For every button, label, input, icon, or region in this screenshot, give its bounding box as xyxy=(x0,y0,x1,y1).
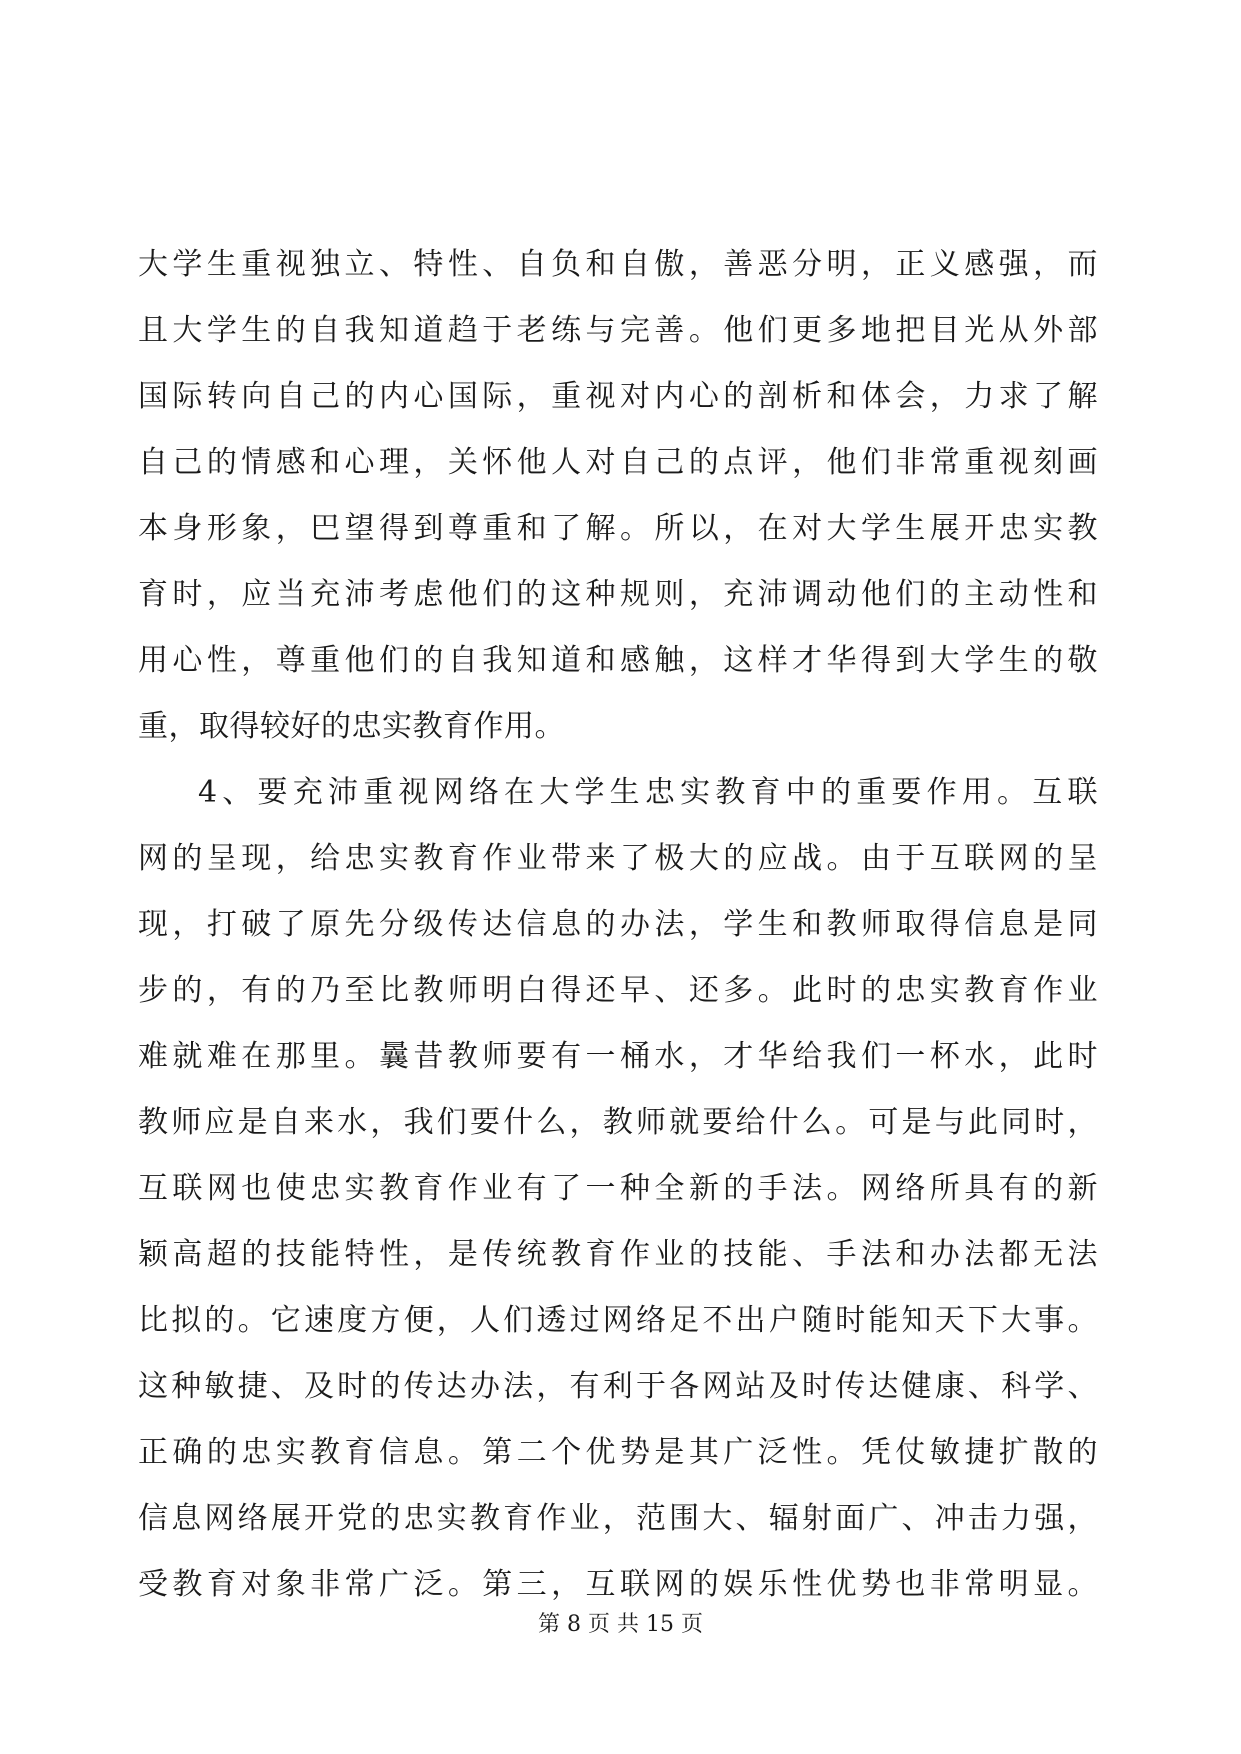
paragraph-1-line: 本身形象，巴望得到尊重和了解。所以，在对大学生展开忠实教 xyxy=(138,511,1098,546)
paragraph-2-line: 教师应是自来水，我们要什么，教师就要给什么。可是与此同时， xyxy=(138,1105,1098,1140)
paragraph-1-line: 育时，应当充沛考虑他们的这种规则，充沛调动他们的主动性和 xyxy=(138,577,1098,612)
paragraph-1-line: 大学生重视独立、特性、自负和自傲，善恶分明，正义感强，而 xyxy=(138,247,1098,282)
paragraph-1-line: 自己的情感和心理，关怀他人对自己的点评，他们非常重视刻画 xyxy=(138,445,1098,480)
paragraph-2-line: 信息网络展开党的忠实教育作业，范围大、辐射面广、冲击力强， xyxy=(138,1501,1098,1536)
paragraph-2-line: 现，打破了原先分级传达信息的办法，学生和教师取得信息是同 xyxy=(138,907,1098,942)
paragraph-2-line: 网的呈现，给忠实教育作业带来了极大的应战。由于互联网的呈 xyxy=(138,841,1098,876)
paragraph-1-line: 重，取得较好的忠实教育作用。 xyxy=(138,709,565,744)
paragraph-2-line: 正确的忠实教育信息。第二个优势是其广泛性。凭仗敏捷扩散的 xyxy=(138,1435,1098,1470)
paragraph-2-line: 颖高超的技能特性，是传统教育作业的技能、手法和办法都无法 xyxy=(138,1237,1098,1272)
paragraph-1-line: 用心性，尊重他们的自我知道和感触，这样才华得到大学生的敬 xyxy=(138,643,1098,678)
paragraph-1-line: 且大学生的自我知道趋于老练与完善。他们更多地把目光从外部 xyxy=(138,313,1098,348)
paragraph-2-line: 互联网也使忠实教育作业有了一种全新的手法。网络所具有的新 xyxy=(138,1171,1098,1206)
page-number-footer: 第 8 页 共 15 页 xyxy=(538,1612,703,1637)
paragraph-2-line: 比拟的。它速度方便，人们透过网络足不出户随时能知天下大事。 xyxy=(138,1303,1098,1338)
paragraph-2-line: 难就难在那里。曩昔教师要有一桶水，才华给我们一杯水，此时 xyxy=(138,1039,1098,1074)
paragraph-2-line: 步的，有的乃至比教师明白得还早、还多。此时的忠实教育作业 xyxy=(138,973,1098,1008)
paragraph-2-line: 4、要充沛重视网络在大学生忠实教育中的重要作用。互联 xyxy=(198,775,1098,810)
paragraph-2-line: 这种敏捷、及时的传达办法，有利于各网站及时传达健康、科学、 xyxy=(138,1369,1098,1404)
paragraph-1-line: 国际转向自己的内心国际，重视对内心的剖析和体会，力求了解 xyxy=(138,379,1098,414)
paragraph-2-line: 受教育对象非常广泛。第三，互联网的娱乐性优势也非常明显。 xyxy=(138,1567,1098,1602)
